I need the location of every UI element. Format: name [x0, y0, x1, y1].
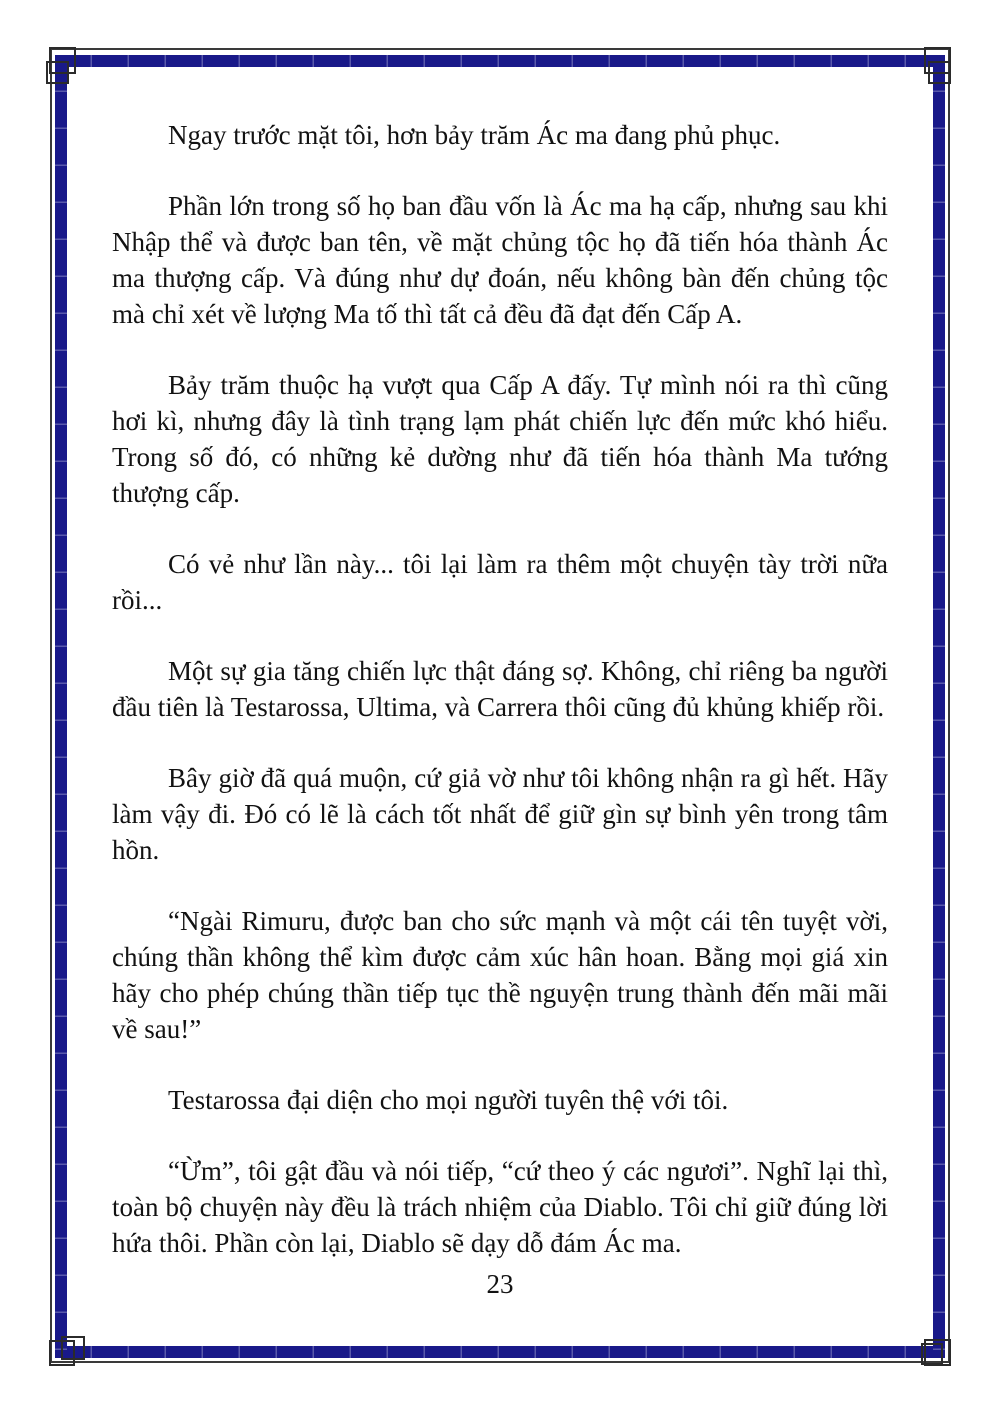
page-number: 23 — [486, 1269, 514, 1299]
paragraph-6: Bây giờ đã quá muộn, cứ giả vờ như tôi không nhận ra gì hết. Hãy làm vậy đi. Đó có lẽ là cách tốt nhất để giữ gìn sự bình yên trong tâm hồn. — [112, 763, 888, 865]
frame-band-left — [55, 55, 67, 1358]
paragraph-3: Bảy trăm thuộc hạ vượt qua Cấp A đấy. Tự mình nói ra thì cũng hơi kì, nhưng đây là tình trạng lạm phát chiến lực đến mức khó hiểu. Trong số đó, có những kẻ dường như đã tiến hóa thành Ma tướng thượng cấp. — [112, 370, 888, 508]
frame-band-bottom — [55, 1346, 945, 1358]
corner-ornament-bottom-left — [49, 1340, 75, 1366]
corner-ornament-top-left — [49, 47, 76, 74]
frame-band-top — [55, 55, 945, 67]
paragraph-4: Có vẻ như lần này... tôi lại làm ra thêm một chuyện tày trời nữa rồi... — [112, 549, 888, 615]
paragraph-8: Testarossa đại diện cho mọi người tuyên thệ với tôi. — [168, 1085, 729, 1115]
paragraph-7: “Ngài Rimuru, được ban cho sức mạnh và một cái tên tuyệt vời, chúng thần không thể kìm được cảm xúc hân hoan. Bằng mọi giá xin hãy cho phép chúng thần tiếp tục thề nguyện trung thành đến mãi mãi về sau!” — [112, 906, 888, 1044]
text-block — [112, 117, 888, 1296]
paragraph-9: “Ừm”, tôi gật đầu và nói tiếp, “cứ theo ý các ngươi”. Nghĩ lại thì, toàn bộ chuyện này đều là trách nhiệm của Diablo. Tôi chỉ giữ đúng lời hứa thôi. Phần còn lại, Diablo sẽ dạy dỗ đám Ác ma. — [112, 1156, 888, 1258]
paragraph-2: Phần lớn trong số họ ban đầu vốn là Ác ma hạ cấp, nhưng sau khi Nhập thể và được ban tên, về mặt chủng tộc họ đã tiến hóa thành Ác ma thượng cấp. Và đúng như dự đoán, nếu không bàn đến chủng tộc mà chỉ xét về lượng Ma tố thì tất cả đều đã đạt đến Cấp A. — [112, 191, 888, 329]
frame-band-right — [933, 55, 945, 1358]
corner-ornament-bottom-right — [924, 1339, 951, 1366]
paragraph-1: Ngay trước mặt tôi, hơn bảy trăm Ác ma đang phủ phục. — [168, 120, 781, 150]
corner-ornament-top-right — [924, 47, 951, 74]
paragraph-5: Một sự gia tăng chiến lực thật đáng sợ. Không, chỉ riêng ba người đầu tiên là Testarossa, Ultima, và Carrera thôi cũng đủ khủng khiếp rồi. — [112, 656, 888, 722]
